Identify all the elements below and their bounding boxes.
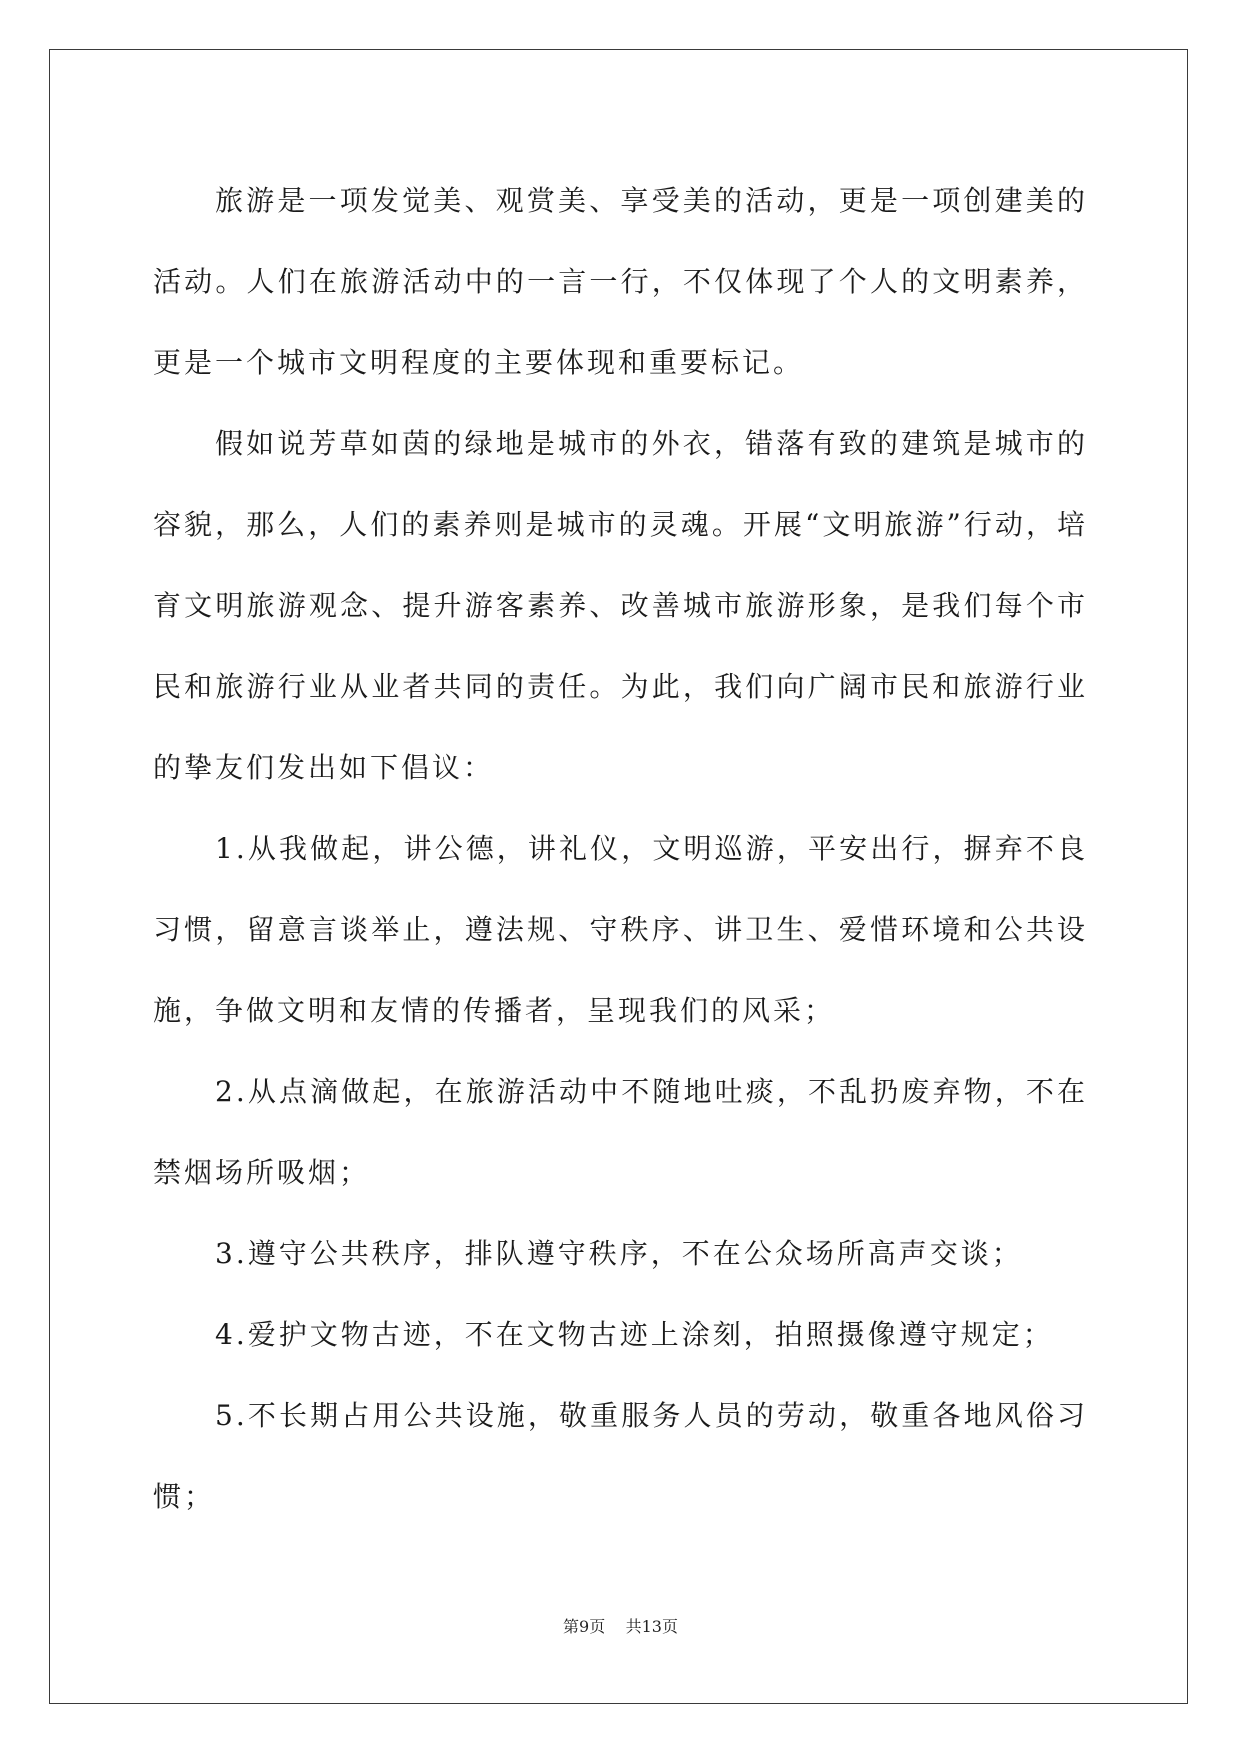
list-item: 2.从点滴做起，在旅游活动中不随地吐痰，不乱扔废弃物，不在禁烟场所吸烟； [153, 1075, 1088, 1189]
list-item: 5.不长期占用公共设施，敬重服务人员的劳动，敬重各地风俗习惯； [153, 1399, 1088, 1513]
list-item: 3.遵守公共秩序，排队遵守秩序，不在公众场所高声交谈； [215, 1237, 1023, 1270]
paragraph: 旅游是一项发觉美、观赏美、享受美的活动，更是一项创建美的活动。人们在旅游活动中的一言一行，不仅体现了个人的文明素养，更是一个城市文明程度的主要体现和重要标记。 [153, 184, 1088, 379]
page-total: 共13页 [625, 1617, 678, 1636]
page-number: 第9页 [563, 1617, 606, 1636]
list-item: 4.爱护文物古迹，不在文物古迹上涂刻，拍照摄像遵守规定； [215, 1318, 1054, 1351]
paragraph: 假如说芳草如茵的绿地是城市的外衣，错落有致的建筑是城市的容貌，那么，人们的素养则是城市的灵魂。开展“文明旅游”行动，培育文明旅游观念、提升游客素养、改善城市旅游形象，是我们每个市民和旅游行业从业者共同的责任。为此，我们向广阔市民和旅游行业的挚友们发出如下倡议： [153, 427, 1088, 784]
list-item: 1.从我做起，讲公德，讲礼仪，文明巡游，平安出行，摒弃不良习惯，留意言谈举止，遵法规、守秩序、讲卫生、爱惜环境和公共设施，争做文明和友情的传播者，呈现我们的风采； [153, 832, 1088, 1027]
page-footer [0, 1614, 1241, 1637]
document-body [153, 160, 1088, 1537]
